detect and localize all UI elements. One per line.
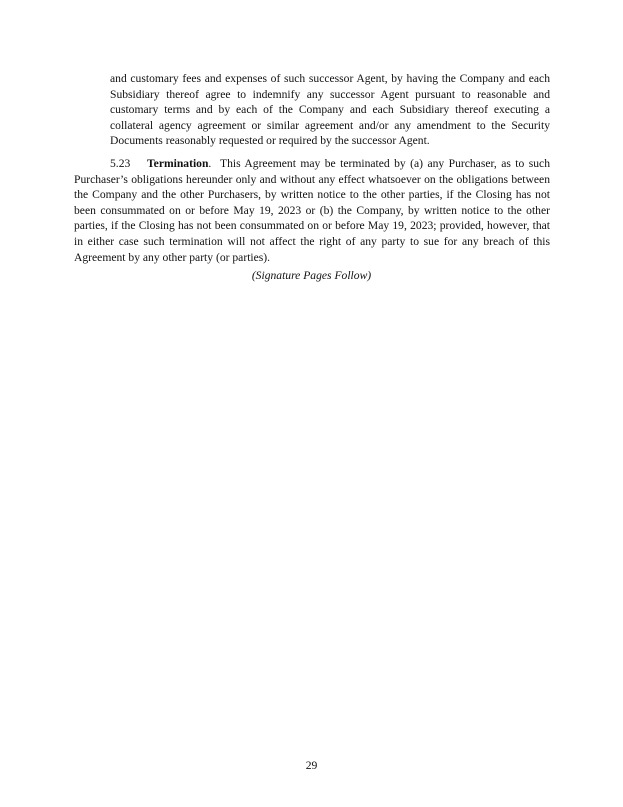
section-number: 5.23 — [110, 157, 131, 170]
section-5-23-paragraph — [74, 156, 550, 265]
signature-pages-note: (Signature Pages Follow) — [251, 269, 372, 282]
section-title-punctuation: . — [208, 157, 212, 170]
page-number: 29 — [305, 759, 318, 772]
continuation-paragraph: and customary fees and expenses of such successor Agent, by having the Company and each Subsidiary thereof agree to indemnify any successor Agent pursuant to reasonable and customary terms and by each of the Company and each Subsidiary thereof executing a collateral agency agreement or similar agreement and/or any amendment to the Security Documents reasonably requested or required by the successor Agent. — [110, 72, 550, 148]
section-title: Termination — [147, 157, 209, 170]
section-body: This Agreement may be terminated by (a) any Purchaser, as to such Purchaser’s obligations hereunder only and without any effect whatsoever on the obligations between the Company and the other Purchasers, by written notice to the other parties, if the Closing has not been consummated on or before May 19, 2023 or (b) the Company, by written notice to the other parties, if the Closing has not been consummated on or before May 19, 2023; provided, however, that in either case such termination will not affect the right of any party to sue for any breach of this Agreement by any other party (or parties). — [74, 157, 550, 264]
